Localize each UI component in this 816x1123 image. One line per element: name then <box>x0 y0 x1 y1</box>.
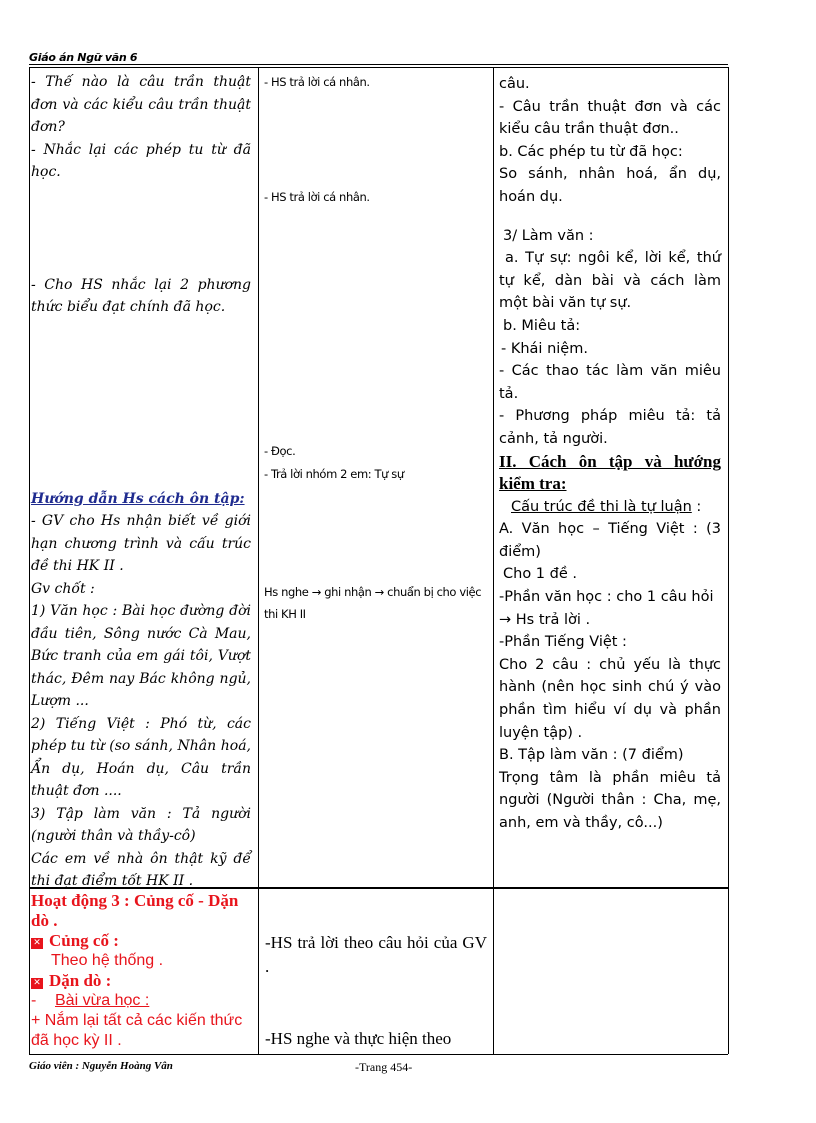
exam-structure-label: Cấu trúc đề thi là tự luận <box>511 498 692 515</box>
header-rule <box>29 64 728 65</box>
checkbox-x-icon: ✕ <box>31 938 43 949</box>
guide-heading: Hướng dẫn Hs cách ôn tập: <box>31 490 245 507</box>
guide-conclusion-label: Gv chốt : <box>31 580 95 597</box>
table-top-border <box>29 67 728 68</box>
activity-3-cell <box>31 891 253 1051</box>
note-label: ghi nhận <box>324 585 372 599</box>
header-title: Giáo án Ngữ văn 6 <box>29 51 138 64</box>
review-line: + Nắm lại tất cả các kiến thức đã học kỳ II . <box>31 1012 243 1049</box>
guide-closing: Các em về nhà ôn thật kỹ để thi đạt điểm tốt HK II . <box>31 850 251 889</box>
content-line: - Câu trần thuật đơn và các kiểu câu trần thuật đơn.. <box>499 98 721 138</box>
content-line: b. Các phép tu từ đã học: <box>499 143 683 160</box>
narrative-item: a. Tự sự: ngôi kể, lời kể, thứ tự kể, dàn bài và cách làm một bài văn tự sự. <box>499 250 721 312</box>
description-heading: b. Miêu tả: <box>503 317 581 334</box>
page-number: -Trang 454- <box>355 1060 413 1074</box>
exam-structure-line <box>499 496 721 519</box>
section-heading: II. Cách ôn tập và hướng kiểm tra: <box>499 451 721 494</box>
content-line: Trọng tâm là phần miêu tả người (Người thân : Cha, mẹ, anh, em và thầy, cô...) <box>499 769 721 831</box>
content-line: Cho 1 đề . <box>503 566 577 583</box>
guide-writing: 3) Tập làm văn : Tả người (người thân và thầy-cô) <box>31 805 251 844</box>
answer-text: Hs trả lời . <box>515 611 591 628</box>
lesson-line <box>31 991 253 1011</box>
arrow-right-icon: → <box>499 611 512 628</box>
dash: - <box>31 992 37 1009</box>
student-listen-follow: -HS nghe và thực hiện theo <box>265 1029 452 1048</box>
table-right-border <box>728 67 729 1054</box>
student-answer-2: - HS trả lời cá nhân. <box>264 190 370 204</box>
content-line: -Phần Tiếng Việt : <box>499 634 627 651</box>
checkbox-x-icon: ✕ <box>31 978 43 989</box>
question-expression-modes: - Cho HS nhắc lại 2 phương thức biểu đạt chính đã học. <box>31 276 251 315</box>
guide-vietnamese: 2) Tiếng Việt : Phó từ, các phép tu từ (so sánh, Nhân hoá, Ẩn dụ, Hoán dụ, Câu trần thuật đơn .... <box>31 715 251 799</box>
lesson-label: Bài vừa học : <box>55 992 150 1009</box>
student-answer-gv: -HS trả lời theo câu hỏi của GV . <box>265 933 487 976</box>
content-line <box>499 609 721 632</box>
student-group-answer: - Trả lời nhóm 2 em: Tự sự <box>264 467 404 481</box>
arrow-right-icon: → <box>311 585 321 599</box>
writing-heading: 3/ Làm văn : <box>503 227 594 244</box>
student-answer-1: - HS trả lời cá nhân. <box>264 75 370 89</box>
guide-literature: 1) Văn học : Bài học đường đời đầu tiên, Sông nước Cà Mau, Bức tranh của em gái tôi, Vượt thác, Đêm nay Bác không ngủ, Lượm ... <box>31 603 251 709</box>
question-rhetoric: - Nhắc lại các phép tu từ đã học. <box>31 141 251 180</box>
table-left-border <box>29 67 30 1054</box>
content-line: B. Tập làm văn : (7 điểm) <box>499 747 684 764</box>
question-simple-sentence: - Thế nào là câu trần thuật đơn và các kiểu câu trần thuật đơn? <box>31 74 251 135</box>
content-line: - Khái niệm. <box>501 340 588 357</box>
consolidate-line <box>31 931 253 951</box>
col-divider-2 <box>493 67 494 1054</box>
footer-rule <box>29 1054 728 1055</box>
colon: : <box>696 498 702 515</box>
content-line: So sánh, nhân hoá, ẩn dụ, hoán dụ. <box>499 166 721 205</box>
consolidate-system: Theo hệ thống . <box>51 952 164 969</box>
guide-exam-structure: - GV cho Hs nhận biết về giới hạn chương trình và cấu trúc đề thi HK II . <box>31 513 251 574</box>
prepare-label: chuẩn bị cho việc thi KH II <box>264 585 482 621</box>
activity-3-title: Hoạt động 3 : Củng cố - Dặn dò . <box>31 891 239 930</box>
arrow-right-icon: → <box>374 585 384 599</box>
col-divider-1 <box>258 67 259 1054</box>
content-line: câu. <box>499 76 530 92</box>
student-read: - Đọc. <box>264 444 296 458</box>
student-listen-note <box>264 581 490 625</box>
content-line: Cho 2 câu : chủ yếu là thực hành (nên học sinh chú ý vào phần tìm hiểu ví dụ và phần luyện tập) . <box>499 656 721 741</box>
content-line: A. Văn học – Tiếng Việt : (3 điểm) <box>499 521 721 560</box>
teacher-activity-cell <box>31 71 251 893</box>
consolidate-label: Củng cố : <box>49 931 119 950</box>
content-line: -Phần văn học : cho 1 câu hỏi <box>499 589 714 606</box>
assign-line <box>31 971 253 991</box>
listen-label: Hs nghe <box>264 585 309 599</box>
footer-teacher: Giáo viên : Nguyễn Hoàng Vân <box>29 1060 173 1072</box>
content-line: - Phương pháp miêu tả: tả cảnh, tả người. <box>499 408 721 447</box>
assign-label: Dặn dò : <box>49 971 112 990</box>
content-line: - Các thao tác làm văn miêu tả. <box>499 363 721 402</box>
content-cell <box>499 73 721 835</box>
